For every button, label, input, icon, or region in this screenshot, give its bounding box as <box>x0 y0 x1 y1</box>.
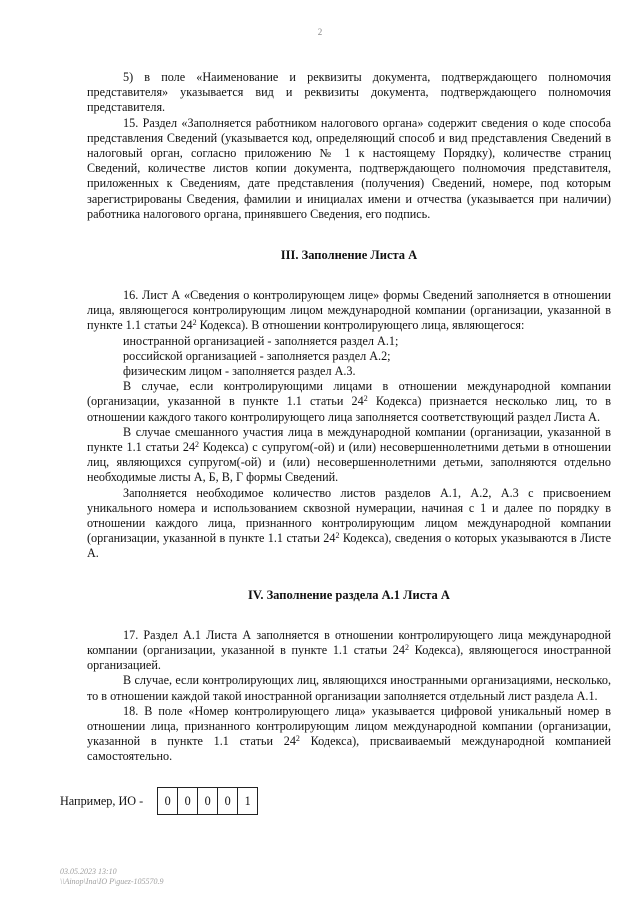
number-cell: 0 <box>217 788 237 814</box>
number-cell: 1 <box>237 788 257 814</box>
paragraph-case-mixed: В случае смешанного участия лица в международной компании (организации, указанной в пункте 1.1 статьи $24^2$ Кодекса) с супругом(-ой) и (или) несовершеннолетними детьми в отношении лиц, являющихся супругом(-ой) и (или) несовершеннолетними детьми, заполняются отдельно необходимые листы А, Б, В, Г формы Сведений. <box>87 424 611 485</box>
number-cell: 0 <box>177 788 197 814</box>
number-cell: 0 <box>197 788 217 814</box>
list-item: российской организацией - заполняется раздел А.2; <box>123 348 391 363</box>
page-number: 2 <box>317 27 323 37</box>
number-cells <box>157 787 258 815</box>
paragraph-16: 16. Лист А «Сведения о контролирующем лице» формы Сведений заполняется в отношении лица, являющегося контролирующим лицом международной компании (организации, указанной в пункте 1.1 статьи $24^2$ Кодекса). В отношении контролирующего лица, являющегося: <box>87 288 611 333</box>
paragraph-fill-sheets: Заполняется необходимое количество листов разделов А.1, А.2, А.3 с присвоением уникального номера и использованием сквозной нумерации, начиная с 1 и далее по порядку в отношении каждого лица, признанного контролирующим лицом международной компании (организации, указанной в пункте 1.1 статьи $24^2$ Кодекса), сведения о которых указываются в Листе А. <box>87 485 612 561</box>
document-body <box>87 70 611 765</box>
paragraph-case-several: В случае, если контролирующими лицами в отношении международной компании (организации, указанной в пункте 1.1 статьи $24^2$ Кодекса) признается несколько лиц, то в отношении каждого такого контролирующего лица заполняется соответствующий раздел Листа А. <box>87 379 612 424</box>
section-3-title: III. Заполнение Листа А <box>280 248 418 263</box>
paragraph-17: 17. Раздел А.1 Листа А заполняется в отношении контролирующего лица международной компании (организации, указанной в пункте 1.1 статьи $24^2$ Кодекса), являющегося иностранной организацией. <box>87 627 611 673</box>
footer-path: \\Ainop\Ina\IO P\guez-105570.9 <box>60 877 164 886</box>
example-label: Например, ИО - <box>60 793 144 808</box>
list-item: иностранной организацией - заполняется раздел А.1; <box>123 333 399 348</box>
paragraph-18: 18. В поле «Номер контролирующего лица» указывается цифровой уникальный номер в отношении лица, признанного контролирующим лицом международной компании (организации, указанной в пункте 1.1 статьи $24^2$ Кодекса), присваиваемый международной компанией самостоятельно. <box>87 703 611 764</box>
footer-stamp <box>60 867 164 887</box>
section-4-title: IV. Заполнение раздела А.1 Листа А <box>248 587 450 602</box>
list-item: физическим лицом - заполняется раздел А.3. <box>123 364 356 379</box>
paragraph-5: 5) в поле «Наименование и реквизиты документа, подтверждающего полномочия представителя» указывается вид и реквизиты документа, подтверждающего полномочия представителя. <box>87 70 611 115</box>
footer-date: 03.05.2023 13:10 <box>60 867 117 876</box>
number-cell: 0 <box>164 793 171 808</box>
paragraph-case-foreign: В случае, если контролирующих лиц, являющихся иностранными организациями, несколько, то в отношении каждой такой иностранной организации заполняется отдельный лист раздела А.1. <box>87 673 611 703</box>
example-row <box>60 787 258 815</box>
paragraph-15: 15. Раздел «Заполняется работником налогового органа» содержит сведения о коде способа представления Сведений (указывается код, определяющий способ и вид представления Сведений в налоговый орган, согласно приложению № 1 к настоящему Порядку), количестве страниц Сведений, количестве листов копии документа, подтверждающего полномочия представителя, приложенных к Сведениям, дате представления (получения) Сведений, номере, под которым зарегистрированы Сведения, фамилии и инициалах имени и отчества (указывается при наличии) работника налогового органа, принявшего Сведения, его подпись. <box>87 115 611 221</box>
